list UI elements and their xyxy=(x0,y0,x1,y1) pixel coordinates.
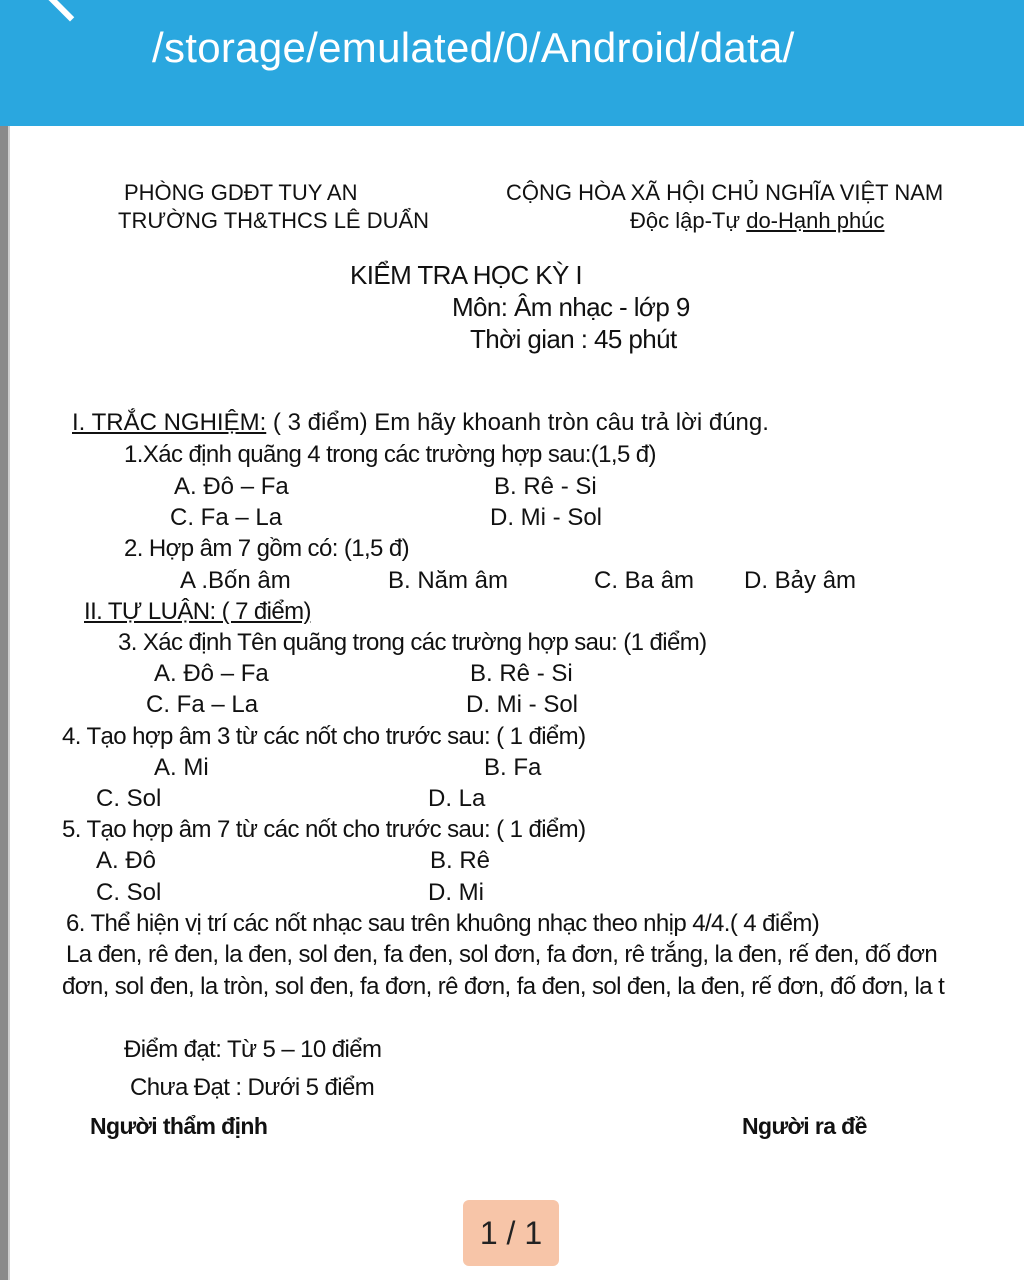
reviewer-label: Người thẩm định xyxy=(90,1113,268,1139)
q2-option-d: D. Bảy âm xyxy=(744,567,857,594)
q1-option-d: D. Mi - Sol xyxy=(490,504,603,531)
q4-option-b: B. Fa xyxy=(484,754,542,781)
q1-option-c: C. Fa – La xyxy=(170,504,283,531)
question-1: 1.Xác định quãng 4 trong các trường hợp sau:(1,5 đ) xyxy=(124,441,656,468)
question-4: 4. Tạo hợp âm 3 từ các nốt cho trước sau: ( 1 điểm) xyxy=(62,723,586,750)
app-header xyxy=(0,0,1024,126)
page-indicator: 1 / 1 xyxy=(463,1200,559,1266)
q1-option-b: B. Rê - Si xyxy=(494,473,597,500)
section-2-heading: II. TỰ LUẬN: ( 7 điểm) xyxy=(84,598,311,625)
question-6: 6. Thể hiện vị trí các nốt nhạc sau trên khuông nhạc theo nhịp 4/4.( 4 điểm) xyxy=(66,910,820,937)
q5-option-b: B. Rê xyxy=(430,847,491,874)
exam-title: KIỂM TRA HỌC KỲ I xyxy=(350,260,583,290)
author-label: Người ra đề xyxy=(742,1113,867,1139)
q4-option-c: C. Sol xyxy=(96,785,162,812)
q4-option-d: D. La xyxy=(428,785,486,812)
q3-option-a: A. Đô – Fa xyxy=(154,660,269,687)
q2-option-a: A .Bốn âm xyxy=(180,567,291,594)
question-6-notes-line-2: đơn, sol đen, la tròn, sol đen, fa đơn, rê đơn, fa đen, sol đen, la đen, rế đơn, đố đơn, la t xyxy=(62,973,945,1000)
q3-option-c: C. Fa – La xyxy=(146,691,259,718)
q5-option-c: C. Sol xyxy=(96,879,162,906)
q5-option-a: A. Đô xyxy=(96,847,157,874)
dept-name: PHÒNG GDĐT TUY AN xyxy=(124,180,358,205)
q1-option-a: A. Đô – Fa xyxy=(174,473,289,500)
section-1-heading: I. TRẮC NGHIỆM: ( 3 điểm) Em hãy khoanh tròn câu trả lời đúng. xyxy=(72,409,769,436)
q2-option-c: C. Ba âm xyxy=(594,567,695,594)
national-motto: Độc lập-Tự do-Hạnh phúc xyxy=(630,208,885,233)
q4-option-a: A. Mi xyxy=(154,754,209,781)
q3-option-d: D. Mi - Sol xyxy=(466,691,579,718)
question-3: 3. Xác định Tên quãng trong các trường hợp sau: (1 điểm) xyxy=(118,629,707,656)
q5-option-d: D. Mi xyxy=(428,879,484,906)
q3-option-b: B. Rê - Si xyxy=(470,660,573,687)
q2-option-b: B. Năm âm xyxy=(388,567,509,594)
school-name: TRƯỜNG TH&THCS LÊ DUẨN xyxy=(118,208,430,233)
question-6-notes-line-1: La đen, rê đen, la đen, sol đen, fa đen, sol đơn, fa đơn, rê trắng, la đen, rế đen, đố đơn xyxy=(66,941,938,968)
question-2: 2. Hợp âm 7 gồm có: (1,5 đ) xyxy=(124,535,409,562)
document-edge xyxy=(0,126,8,1280)
fail-criteria: Chưa Đạt : Dưới 5 điểm xyxy=(130,1074,375,1101)
pass-criteria: Điểm đạt: Từ 5 – 10 điểm xyxy=(124,1036,382,1063)
question-5: 5. Tạo hợp âm 7 từ các nốt cho trước sau: ( 1 điểm) xyxy=(62,816,586,843)
nation-name: CỘNG HÒA XÃ HỘI CHỦ NGHĨA VIỆT NAM xyxy=(506,180,944,205)
document-edge-shadow xyxy=(8,126,10,1280)
exam-time: Thời gian : 45 phút xyxy=(470,324,677,354)
back-arrow-icon[interactable] xyxy=(45,0,96,21)
file-path-title: /storage/emulated/0/Android/data/ xyxy=(152,24,795,71)
exam-subject: Môn: Âm nhạc - lớp 9 xyxy=(452,292,690,322)
